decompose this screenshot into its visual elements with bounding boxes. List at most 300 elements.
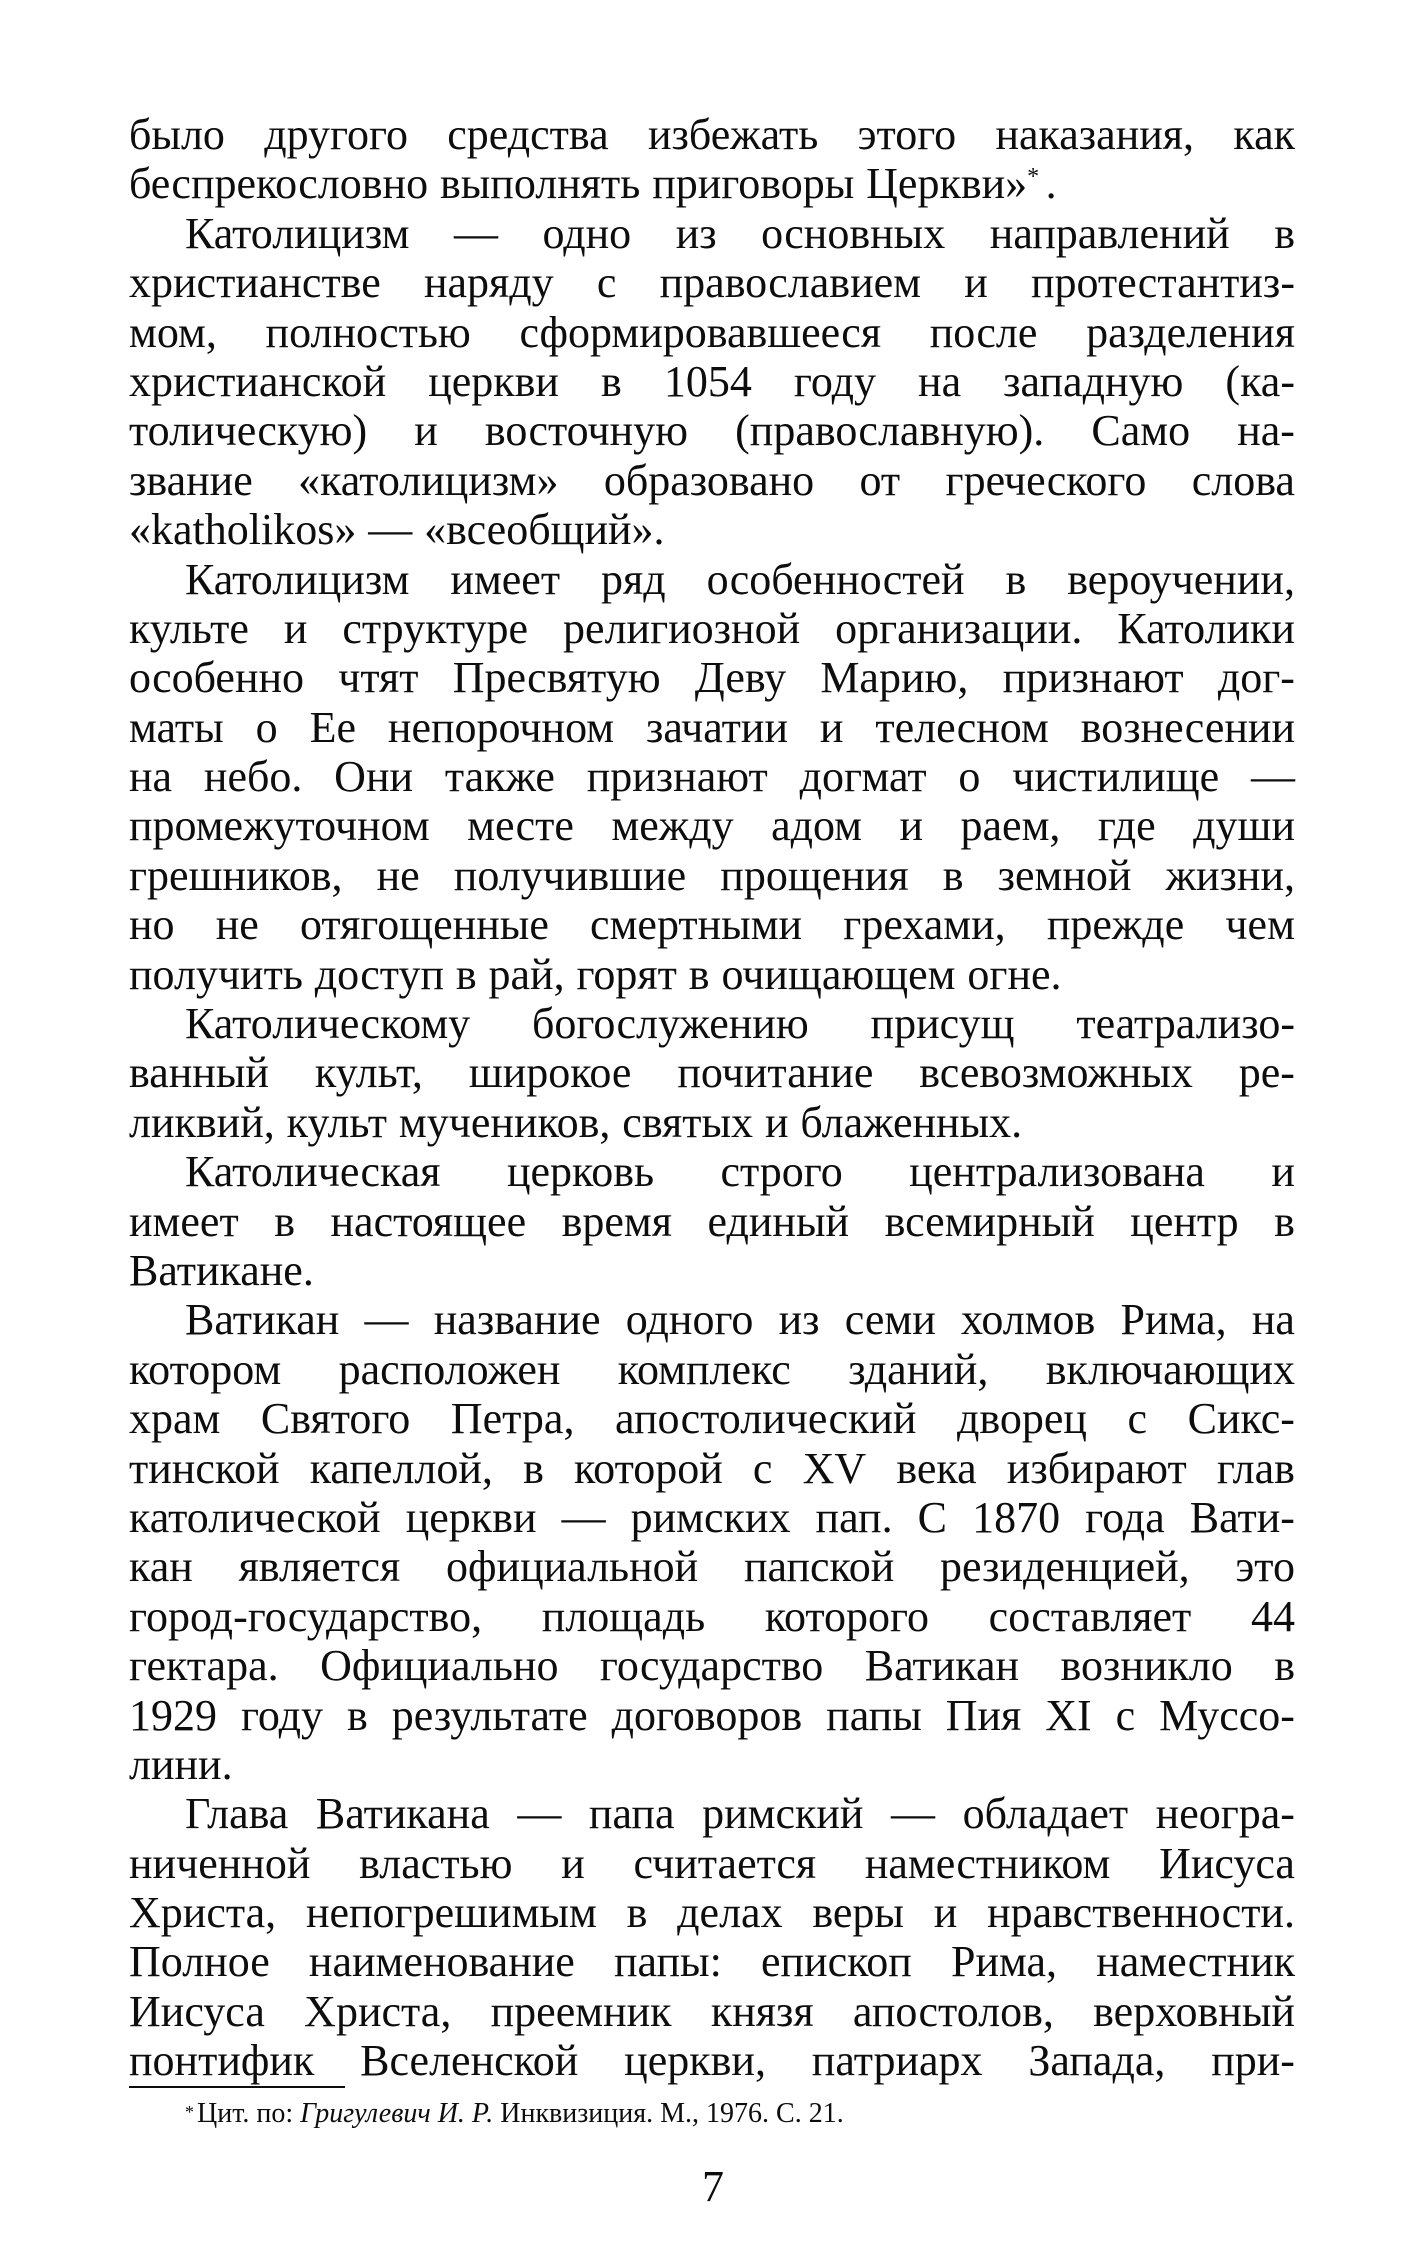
word: наряду xyxy=(423,258,554,308)
word: апостолов, xyxy=(852,1986,1054,2036)
word: разделения xyxy=(1086,307,1295,357)
word: пап. xyxy=(815,1492,893,1542)
word: которой xyxy=(574,1443,723,1493)
word: звание xyxy=(129,455,253,505)
word: святых xyxy=(622,1097,754,1147)
word: церкви xyxy=(428,356,559,406)
word: после xyxy=(929,307,1038,357)
paragraph xyxy=(129,555,1295,1000)
word: холмов xyxy=(961,1295,1096,1345)
word: беспрекословно xyxy=(129,159,429,209)
word: включающих xyxy=(1045,1344,1295,1394)
text-line xyxy=(129,752,1295,801)
word: наместник xyxy=(1096,1937,1295,1987)
word: о xyxy=(255,702,278,752)
text-line xyxy=(129,1197,1295,1246)
word: Муссо- xyxy=(1159,1690,1295,1740)
word: доступ xyxy=(314,949,444,999)
text-line xyxy=(129,1147,1295,1196)
word: в xyxy=(1274,1641,1295,1691)
word: (ка- xyxy=(1225,356,1295,406)
word: город-государство, xyxy=(129,1591,483,1641)
word: месте xyxy=(467,801,574,851)
word: веры xyxy=(812,1888,904,1938)
word: направлений xyxy=(989,208,1230,258)
text-line xyxy=(129,900,1295,949)
word: считается xyxy=(633,1838,817,1888)
word: земной xyxy=(997,850,1132,900)
word: — xyxy=(364,1295,409,1345)
word: и xyxy=(1271,1147,1295,1197)
text-line xyxy=(129,2036,1295,2085)
word: название xyxy=(433,1295,601,1345)
word: не xyxy=(215,900,259,950)
word: блаженных. xyxy=(800,1097,1023,1147)
paragraph xyxy=(129,1295,1295,1789)
word: на xyxy=(129,752,173,802)
word: с xyxy=(596,258,617,308)
word: верховный xyxy=(1093,1986,1295,2036)
word: кан xyxy=(129,1542,193,1592)
word: Христа, xyxy=(129,1888,277,1938)
word: избирают xyxy=(1006,1443,1187,1493)
text-line xyxy=(129,1295,1295,1344)
word: театрализо- xyxy=(1076,999,1295,1049)
word: составляет xyxy=(988,1591,1192,1641)
word: 1870 xyxy=(972,1492,1061,1542)
word: средства xyxy=(447,110,609,159)
word: расположен xyxy=(338,1344,561,1394)
word: особенно xyxy=(129,653,305,703)
word: наименование xyxy=(308,1937,575,1987)
word: небо. xyxy=(203,752,303,802)
word: централизована xyxy=(909,1147,1205,1197)
word: ре- xyxy=(1238,1048,1295,1098)
word: вероучении, xyxy=(1067,554,1295,604)
text-line xyxy=(129,1839,1295,1888)
word: признают xyxy=(1002,653,1184,703)
text-line xyxy=(129,505,1295,554)
word: присущ xyxy=(870,999,1015,1049)
text-line xyxy=(129,1493,1295,1542)
word: религиозной xyxy=(563,603,801,653)
text-line xyxy=(129,1937,1295,1986)
word: но xyxy=(129,900,175,950)
word: всевозможных xyxy=(919,1048,1193,1098)
word: (православную). xyxy=(735,406,1045,456)
footnote xyxy=(185,2094,844,2134)
word: «католицизм» xyxy=(298,455,559,505)
text-line xyxy=(129,1048,1295,1097)
text-line xyxy=(129,1987,1295,2036)
word: христианской xyxy=(129,356,387,406)
text-line xyxy=(129,950,1295,999)
word: и xyxy=(964,258,988,308)
word: «katholikos» xyxy=(129,505,357,555)
text-line xyxy=(129,1345,1295,1394)
footnote-citation: Инквизиция. М., 1976. С. 21. xyxy=(500,2098,844,2129)
word: церковь xyxy=(506,1147,655,1197)
word: которого xyxy=(764,1591,929,1641)
word: вознесении xyxy=(1080,702,1295,752)
word: как xyxy=(1233,110,1295,159)
word: Рима, xyxy=(1120,1295,1227,1345)
word: догмат xyxy=(799,752,927,802)
word: официальной xyxy=(446,1542,699,1592)
word: промежуточном xyxy=(129,801,430,851)
word: в xyxy=(601,356,622,406)
word: понтифик xyxy=(129,2036,315,2086)
word: церкви xyxy=(405,1492,537,1542)
word: время xyxy=(561,1196,672,1246)
word: отягощенные xyxy=(300,900,549,950)
word: образовано xyxy=(603,455,815,505)
word: гектара. xyxy=(129,1641,279,1691)
word: Они xyxy=(334,752,414,802)
word: строго xyxy=(720,1147,843,1197)
word: непорочном xyxy=(387,702,615,752)
word: полностью xyxy=(265,307,471,357)
paragraph xyxy=(129,209,1295,555)
word: ванный xyxy=(129,1048,269,1098)
word: получившие xyxy=(453,850,687,900)
text-line xyxy=(129,1740,1295,1789)
word: раем, xyxy=(960,801,1061,851)
text-line xyxy=(129,1691,1295,1740)
word: в xyxy=(1274,208,1295,258)
word: году xyxy=(240,1690,324,1740)
word: — xyxy=(368,505,413,555)
word: Пресвятую xyxy=(452,653,661,703)
word: почитание xyxy=(677,1048,874,1098)
word: телесном xyxy=(875,702,1049,752)
paragraph xyxy=(129,110,1295,209)
word: прежде xyxy=(1046,900,1185,950)
body-text xyxy=(129,110,1295,2086)
paragraph xyxy=(129,1789,1295,2085)
word: при- xyxy=(1211,2036,1295,2086)
word: Деву xyxy=(694,653,787,703)
word: в xyxy=(347,1690,368,1740)
word: мом, xyxy=(129,307,217,357)
word: зачатии xyxy=(646,702,788,752)
word: ликвий, xyxy=(129,1097,275,1147)
text-line xyxy=(129,406,1295,455)
word: грехами, xyxy=(843,900,1006,950)
word: Пия xyxy=(945,1690,1022,1740)
word: протестантиз- xyxy=(1030,258,1295,308)
word: — xyxy=(891,1789,936,1839)
word: и xyxy=(414,406,438,456)
word: ниченной xyxy=(129,1838,311,1888)
text-line xyxy=(129,1394,1295,1443)
word: папской xyxy=(743,1542,895,1592)
footnote-divider xyxy=(129,2086,345,2088)
paragraph xyxy=(129,999,1295,1147)
word: Вселенской xyxy=(360,2036,579,2086)
word: всемирный xyxy=(884,1196,1095,1246)
word: греческого xyxy=(945,455,1147,505)
word: Ватикан xyxy=(864,1641,1020,1691)
footnote-author: Григулевич И. Р. xyxy=(300,2098,494,2129)
word: слова xyxy=(1191,455,1295,505)
text-line xyxy=(129,1444,1295,1493)
word: другого xyxy=(264,110,408,159)
footnote-prefix: Цит. по: xyxy=(197,2098,294,2129)
word: культ xyxy=(286,1097,388,1147)
text-line xyxy=(129,209,1295,258)
word: римский xyxy=(702,1789,864,1839)
word: Вати- xyxy=(1189,1492,1295,1542)
word: особенностей xyxy=(706,554,965,604)
word: «всеобщий». xyxy=(424,505,665,555)
text-line xyxy=(129,555,1295,604)
word: договоров xyxy=(611,1690,803,1740)
word: выполнять xyxy=(439,159,641,209)
word: и xyxy=(561,1838,585,1888)
word: капеллой, xyxy=(309,1443,493,1493)
word: года xyxy=(1085,1492,1165,1542)
text-line xyxy=(129,999,1295,1048)
word: обладает xyxy=(962,1789,1129,1839)
word: Католическая xyxy=(185,1147,441,1197)
word: культ, xyxy=(314,1048,423,1098)
word: рай, xyxy=(488,949,565,999)
word: преемник xyxy=(490,1986,672,2036)
word: зданий, xyxy=(848,1344,989,1394)
word: католической xyxy=(129,1492,381,1542)
text-line xyxy=(129,1641,1295,1690)
word: римских xyxy=(630,1492,791,1542)
word: адом xyxy=(771,801,862,851)
footnote-mark: * xyxy=(185,2102,194,2122)
word: церкви, xyxy=(624,2036,766,2086)
word: дворец xyxy=(957,1394,1087,1444)
text-line xyxy=(129,258,1295,307)
word: православием xyxy=(659,258,921,308)
text-line xyxy=(129,1246,1295,1295)
word: с xyxy=(1127,1394,1148,1444)
word: в xyxy=(942,850,964,900)
word: о xyxy=(958,752,981,802)
word: очищающем xyxy=(721,949,956,999)
footnote-ref: * xyxy=(1027,164,1040,191)
word: широкое xyxy=(468,1048,632,1098)
word: маты xyxy=(129,702,224,752)
word: чистилище xyxy=(1012,752,1220,802)
word: папы: xyxy=(613,1937,722,1987)
word: наказания, xyxy=(995,110,1195,159)
word: неогра- xyxy=(1155,1789,1295,1839)
word: С xyxy=(917,1492,947,1542)
word: глав xyxy=(1216,1443,1295,1493)
text-line xyxy=(129,801,1295,850)
word: имеет xyxy=(450,554,561,604)
text-line xyxy=(129,308,1295,357)
word: восточную xyxy=(484,406,689,456)
text-line xyxy=(129,1098,1295,1147)
word: является xyxy=(238,1542,401,1592)
word: XV xyxy=(802,1443,867,1493)
word: Петра, xyxy=(450,1394,575,1444)
word: организации. xyxy=(835,603,1083,653)
word: Католицизм xyxy=(185,554,410,604)
word: делах xyxy=(677,1888,783,1938)
word: и xyxy=(283,603,308,653)
word: основных xyxy=(761,208,946,258)
word: настоящее xyxy=(330,1196,527,1246)
word: единый xyxy=(707,1196,850,1246)
word: 1929 xyxy=(129,1690,217,1740)
word: признают xyxy=(586,752,768,802)
word: году xyxy=(793,356,876,406)
paragraph xyxy=(129,1147,1295,1295)
word: семи xyxy=(844,1295,936,1345)
word: грешников, xyxy=(129,850,343,900)
word: дог- xyxy=(1217,653,1295,703)
word: Само xyxy=(1091,406,1191,456)
word: епископ xyxy=(760,1937,912,1987)
text-line xyxy=(129,703,1295,752)
word: имеет xyxy=(129,1196,239,1246)
word: между xyxy=(611,801,734,851)
word: государство xyxy=(599,1641,824,1691)
word: — xyxy=(1250,752,1295,802)
word: получить xyxy=(129,949,303,999)
word: ряд xyxy=(601,554,666,604)
word: также xyxy=(444,752,555,802)
word: в xyxy=(274,1196,295,1246)
word: на- xyxy=(1237,406,1295,456)
text-line xyxy=(129,604,1295,653)
word: властью xyxy=(359,1838,513,1888)
text-line xyxy=(129,653,1295,702)
text-line xyxy=(129,357,1295,406)
word: жизни, xyxy=(1165,850,1295,900)
word: площадь xyxy=(541,1591,706,1641)
word: чем xyxy=(1225,900,1295,950)
word: в xyxy=(688,949,710,999)
word: в xyxy=(626,1888,648,1938)
word: Марию, xyxy=(820,653,969,703)
word: князя xyxy=(710,1986,814,2036)
word: апостолический xyxy=(615,1394,917,1444)
word: огне. xyxy=(967,949,1062,999)
word: Святого xyxy=(260,1394,411,1444)
word: прощения xyxy=(720,850,909,900)
word: и xyxy=(819,702,844,752)
word: толическую) xyxy=(129,406,368,456)
word: котором xyxy=(129,1344,282,1394)
word: на xyxy=(1251,1295,1295,1345)
word: резиденцией, xyxy=(940,1542,1190,1592)
word: тинской xyxy=(129,1443,280,1493)
word: — xyxy=(453,208,498,258)
word: этого xyxy=(857,110,957,159)
word: Ватикана xyxy=(315,1789,490,1839)
word: в xyxy=(455,949,477,999)
word: нравственности. xyxy=(987,1888,1295,1938)
word: западную xyxy=(1003,356,1184,406)
word: не xyxy=(376,850,420,900)
word: Ватикане. xyxy=(129,1245,314,1295)
word: с xyxy=(752,1443,773,1493)
word: 1054 xyxy=(663,356,752,406)
word: структуре xyxy=(342,603,529,653)
word: храм xyxy=(129,1394,221,1444)
word: Иисуса xyxy=(129,1986,265,2036)
word: непогрешимым xyxy=(305,1888,597,1938)
word: Ее xyxy=(309,702,356,752)
word: богослужению xyxy=(532,999,809,1049)
text-line xyxy=(129,1888,1295,1937)
text-line xyxy=(129,851,1295,900)
text-line xyxy=(129,159,1295,208)
word: Запада, xyxy=(1028,2036,1166,2086)
word: мучеников, xyxy=(398,1097,611,1147)
text-line xyxy=(129,1542,1295,1591)
word: от xyxy=(859,455,901,505)
page-number: 7 xyxy=(702,2162,724,2211)
word: христианстве xyxy=(129,258,381,308)
word: и xyxy=(764,1097,789,1147)
word: одно xyxy=(542,208,632,258)
word: с xyxy=(1115,1690,1136,1740)
text-line xyxy=(129,456,1295,505)
word: где xyxy=(1097,801,1156,851)
word: XI xyxy=(1045,1690,1092,1740)
word: смертными xyxy=(590,900,803,950)
word: Глава xyxy=(185,1789,289,1839)
word: патриарх xyxy=(811,2036,983,2086)
word: лини. xyxy=(129,1739,233,1789)
word: папы xyxy=(826,1690,922,1740)
word: из xyxy=(675,208,717,258)
word: Официально xyxy=(320,1641,559,1691)
text-line xyxy=(129,1592,1295,1641)
word: на xyxy=(918,356,962,406)
word: Иисуса xyxy=(1159,1838,1295,1888)
word: было xyxy=(129,110,225,159)
word: Христа, xyxy=(304,1986,452,2036)
word: и xyxy=(899,801,924,851)
word: приговоры xyxy=(652,159,855,209)
word: Католики xyxy=(1117,603,1295,653)
word: избежать xyxy=(647,110,819,159)
word: души xyxy=(1193,801,1295,851)
word: Католическому xyxy=(185,999,471,1049)
word: из xyxy=(778,1295,820,1345)
word: в xyxy=(523,1443,544,1493)
word: Полное xyxy=(129,1937,270,1987)
word: 44 xyxy=(1250,1591,1295,1641)
word: папа xyxy=(588,1789,675,1839)
word: Ватикан xyxy=(185,1295,340,1345)
word: сформировавшееся xyxy=(519,307,882,357)
word: века xyxy=(896,1443,977,1493)
word: Сикс- xyxy=(1187,1394,1295,1444)
word: в xyxy=(1274,1196,1295,1246)
word: культе xyxy=(129,603,249,653)
word: одного xyxy=(625,1295,754,1345)
word: в xyxy=(1005,554,1027,604)
word: Католицизм xyxy=(185,208,410,258)
text-line xyxy=(129,110,1295,159)
word: центр xyxy=(1130,1196,1239,1246)
word: и xyxy=(933,1888,958,1938)
word: горят xyxy=(576,949,677,999)
word: комплекс xyxy=(617,1344,791,1394)
